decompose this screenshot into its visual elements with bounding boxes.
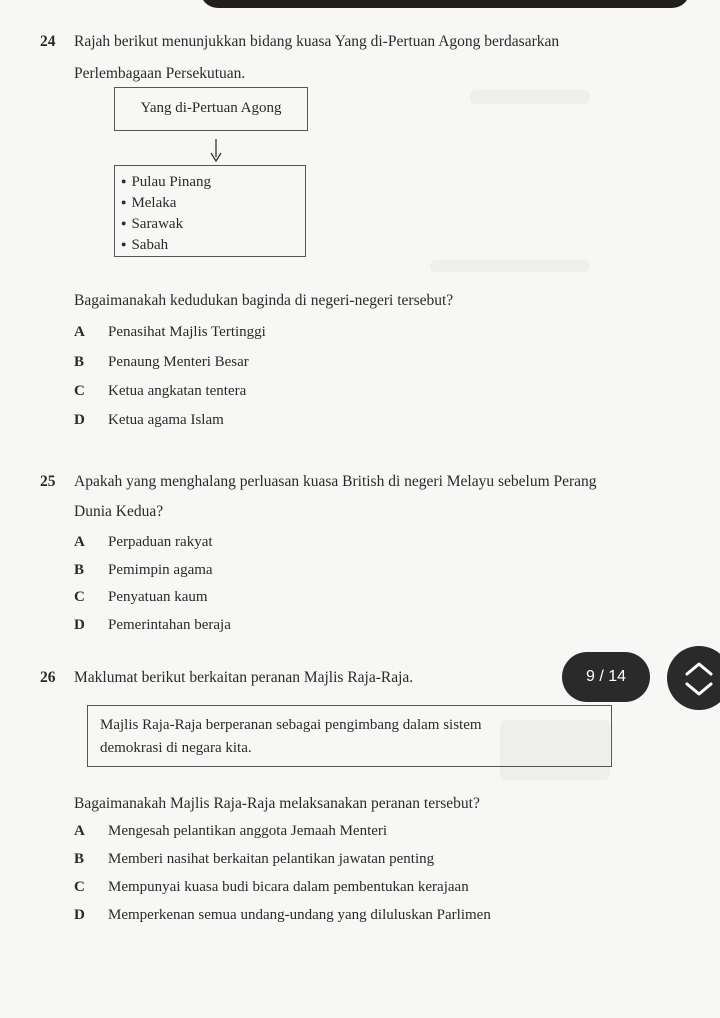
state-item: ● Sabah (121, 235, 305, 256)
option-d[interactable]: D Memperkenan semua undang-undang yang diluluskan Parlimen (74, 907, 491, 923)
option-c[interactable]: C Penyatuan kaum (74, 589, 208, 605)
arrow-down-icon (210, 139, 222, 163)
question-text-line1: Apakah yang menghalang perluasan kuasa British di negeri Melayu sebelum Perang (74, 473, 597, 490)
top-bar (200, 0, 690, 8)
option-c[interactable]: C Ketua angkatan tentera (74, 383, 247, 399)
question-text-line1: Rajah berikut menunjukkan bidang kuasa Yang di-Pertuan Agong berdasarkan (74, 33, 560, 50)
option-a[interactable]: A Mengesah pelantikan anggota Jemaah Menteri (74, 823, 388, 839)
info-box-line1: Majlis Raja-Raja berperanan sebagai pengimbang dalam sistem (100, 717, 482, 733)
diagram-top-label: Yang di-Pertuan Agong (140, 100, 282, 116)
state-item: ● Sarawak (121, 214, 305, 235)
diagram-state-box (114, 165, 306, 257)
state-list (121, 172, 305, 256)
state-item: ● Pulau Pinang (121, 172, 305, 193)
option-d[interactable]: D Ketua agama Islam (74, 412, 224, 428)
question-number: 26 (40, 669, 56, 686)
option-b[interactable]: B Penaung Menteri Besar (74, 354, 249, 370)
question-number: 24 (40, 33, 56, 50)
info-box-line2: demokrasi di negara kita. (100, 740, 252, 756)
bleed-through-mark (430, 260, 590, 272)
option-d[interactable]: D Pemerintahan beraja (74, 617, 231, 633)
question-26-prompt: Bagaimanakah Majlis Raja-Raja melaksanakan peranan tersebut? (74, 795, 480, 812)
diagram-top-box (114, 87, 308, 131)
state-item: ● Melaka (121, 193, 305, 214)
option-b[interactable]: B Pemimpin agama (74, 562, 213, 578)
option-a[interactable]: A Penasihat Majlis Tertinggi (74, 324, 266, 340)
question-number: 25 (40, 473, 56, 490)
option-c[interactable]: C Mempunyai kuasa budi bicara dalam pembentukan kerajaan (74, 879, 469, 895)
page-indicator[interactable]: 9 / 14 (562, 652, 650, 702)
chevron-up-down-icon (667, 646, 720, 710)
question-text-line1: Maklumat berikut berkaitan peranan Majlis Raja-Raja. (74, 669, 414, 686)
option-a[interactable]: A Perpaduan rakyat (74, 534, 213, 550)
question-text-line2: Perlembagaan Persekutuan. (74, 65, 246, 82)
question-text-line2: Dunia Kedua? (74, 503, 164, 520)
bleed-through-mark (470, 90, 590, 104)
option-b[interactable]: B Memberi nasihat berkaitan pelantikan jawatan penting (74, 851, 435, 867)
scroll-button[interactable] (667, 646, 720, 710)
question-24-prompt: Bagaimanakah kedudukan baginda di negeri-negeri tersebut? (74, 292, 454, 309)
info-box (87, 705, 612, 767)
